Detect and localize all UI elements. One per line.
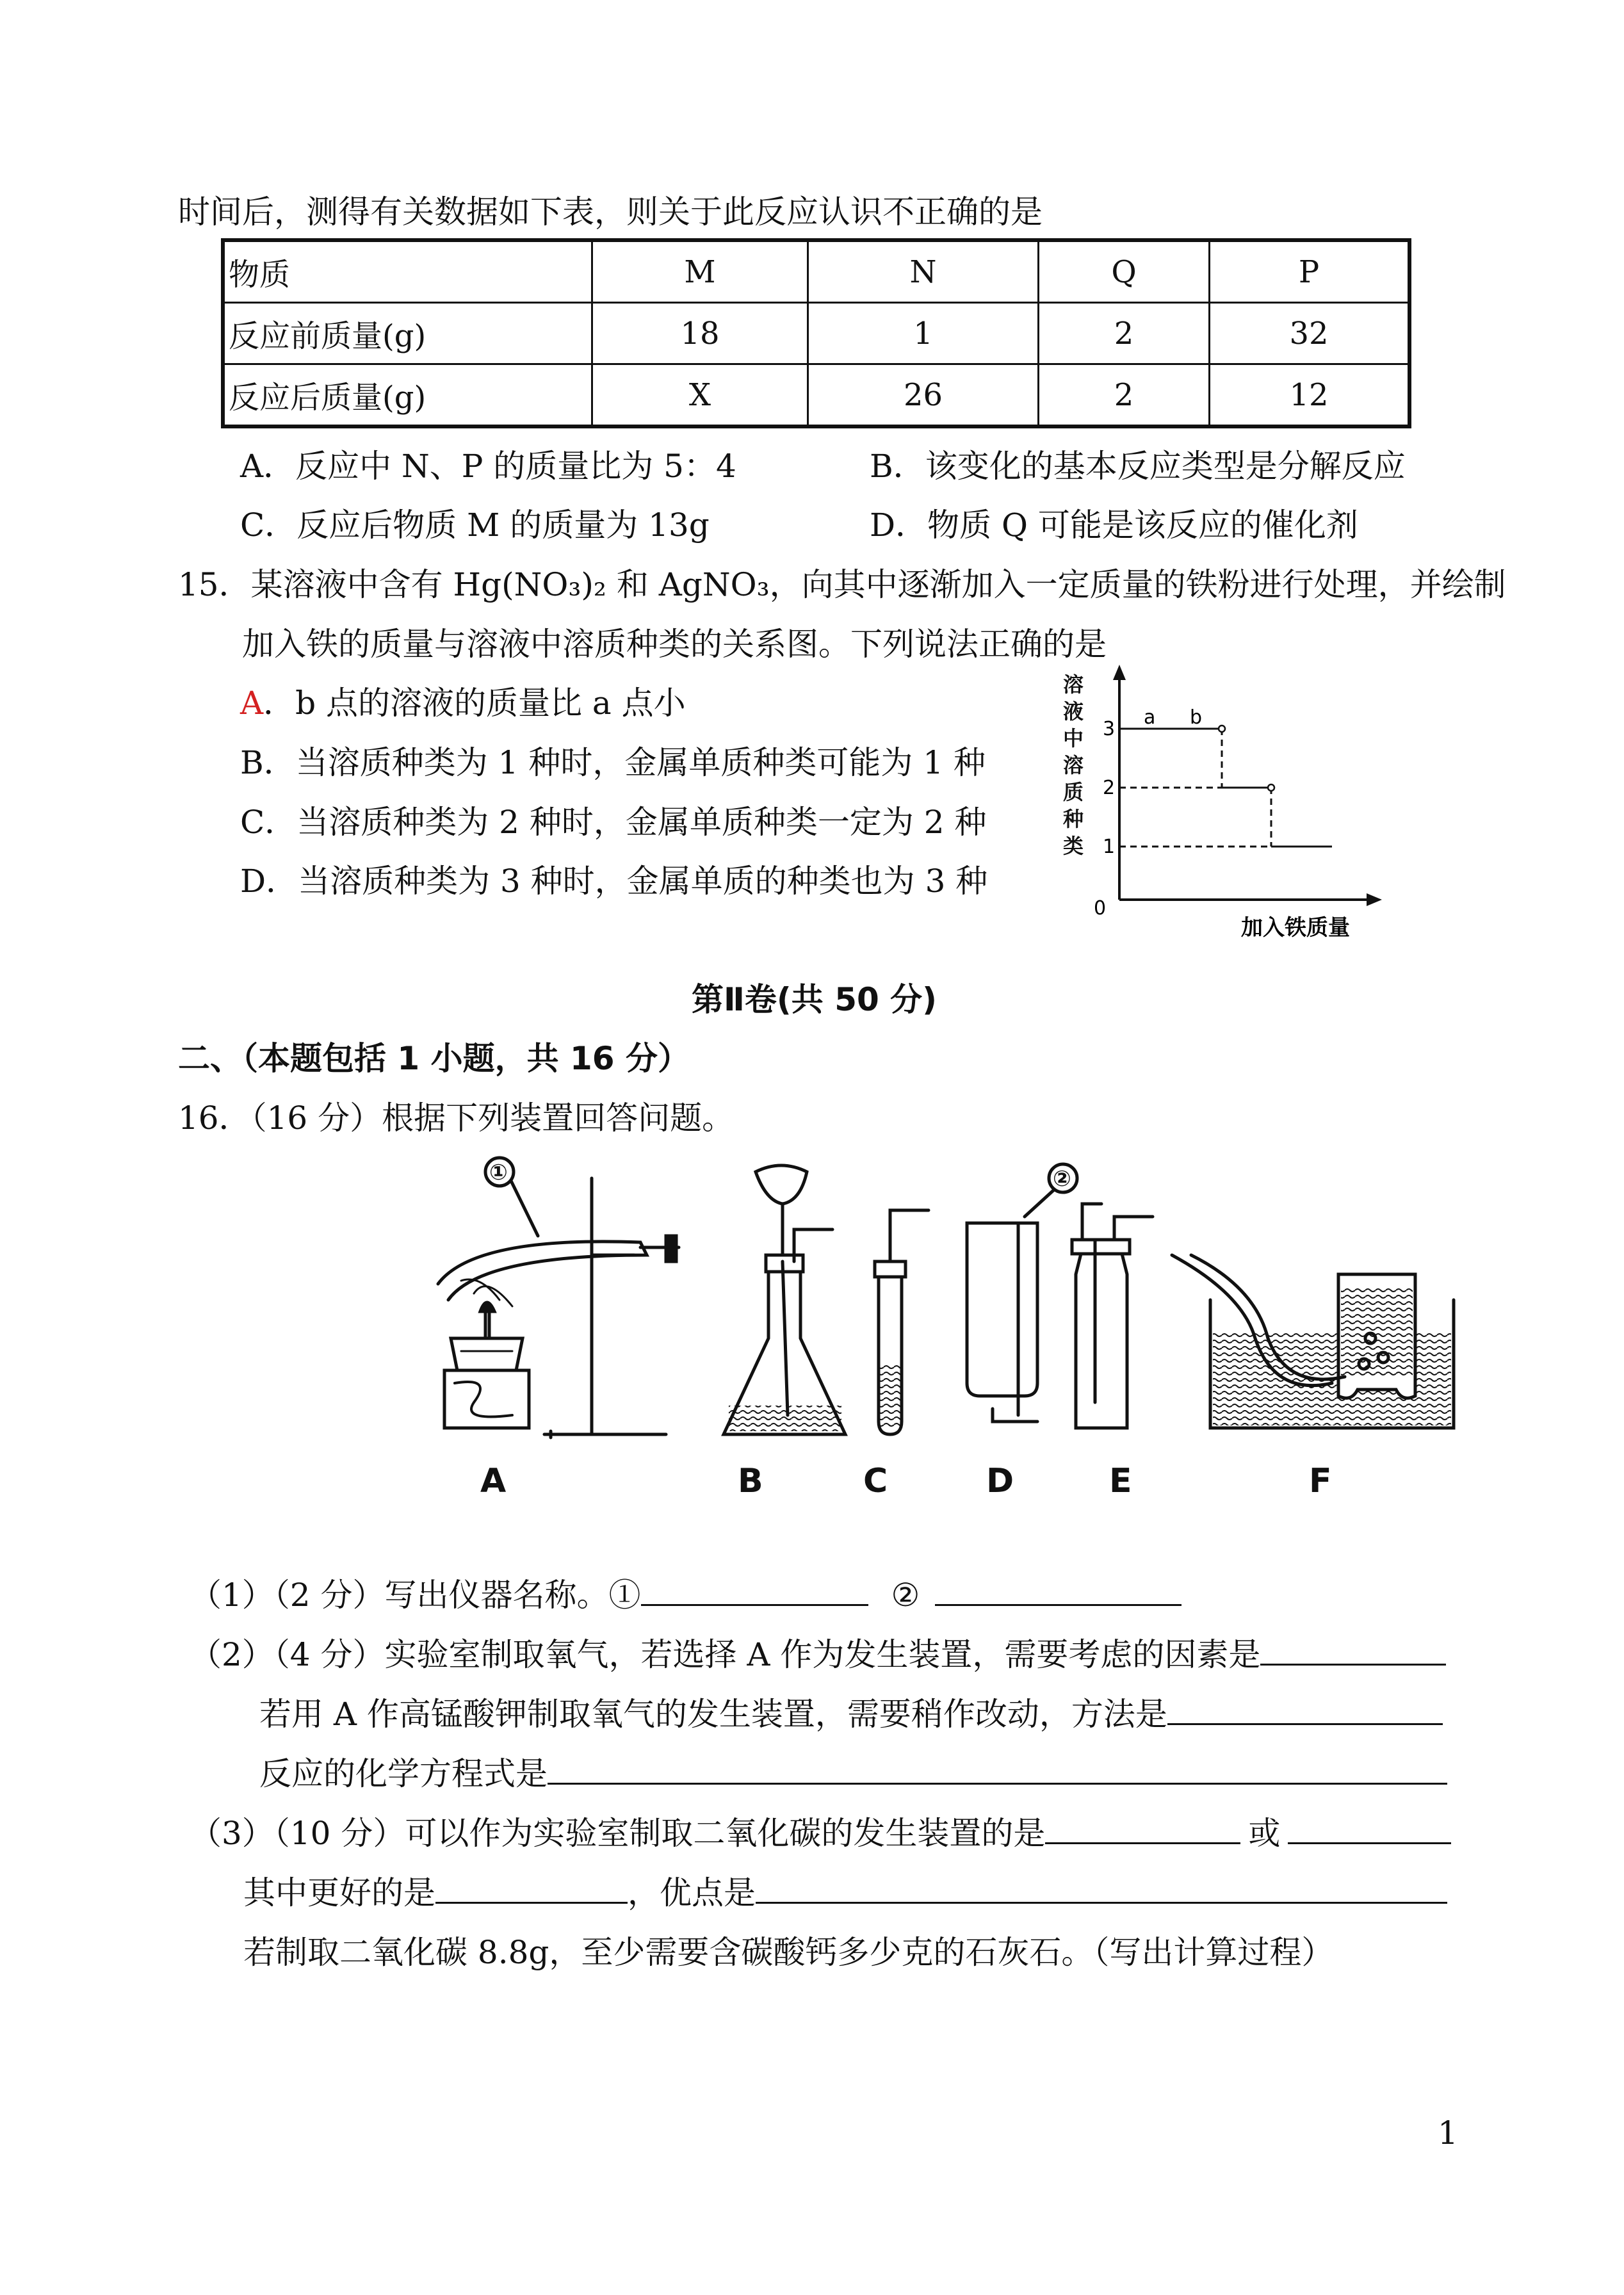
q16-part3-text2b: ，优点是 — [628, 1874, 756, 1911]
origin-label: 0 — [1094, 897, 1107, 920]
answer-blank-9[interactable] — [756, 1874, 1447, 1904]
q16-part2-line2 — [259, 1694, 1443, 1734]
y-axis-arrow — [1113, 665, 1126, 680]
table-row — [223, 303, 1409, 364]
q15-option-d: D．当溶质种类为 3 种时，金属单质的种类也为 3 种 — [240, 863, 988, 900]
apparatus-label: C — [863, 1462, 888, 1500]
marker-2: ② — [1053, 1166, 1071, 1192]
q15-option-a-letter: A — [240, 685, 264, 722]
apparatus-label: A — [480, 1462, 507, 1500]
mass-data-table — [221, 238, 1411, 428]
q14-option-d: D．物质 Q 可能是该反应的催化剂 — [870, 507, 1358, 544]
answer-blank-7[interactable] — [1288, 1814, 1451, 1844]
q16-part3-line2 — [243, 1873, 1447, 1913]
q16-part3-text2a: 其中更好的是 — [243, 1874, 435, 1911]
table-cell: 32 — [1210, 303, 1410, 364]
lab-apparatus-figure — [423, 1146, 1479, 1505]
table-cell: N — [808, 240, 1039, 303]
part-header: 二、（本题包括 1 小题，共 16 分） — [178, 1040, 690, 1077]
ylabel-char: 中 — [1063, 726, 1084, 750]
ylabel-char: 溶 — [1063, 753, 1084, 777]
q16-part2-line1 — [190, 1635, 1446, 1675]
guide-lines — [1119, 788, 1271, 847]
q16-part2-text3: 反应的化学方程式是 — [259, 1755, 548, 1792]
answer-blank-5[interactable] — [548, 1755, 1447, 1785]
table-cell: P — [1210, 240, 1410, 303]
section-title: 第Ⅱ卷(共 50 分) — [692, 981, 938, 1018]
apparatus-d — [967, 1164, 1077, 1422]
apparatus-label: D — [986, 1462, 1014, 1500]
table-cell: 2 — [1039, 364, 1210, 427]
q16-part2-line3 — [259, 1754, 1447, 1794]
q15-option-a-text: ．b 点的溶液的质量比 a 点小 — [263, 685, 686, 722]
step-line — [1119, 729, 1332, 847]
apparatus-label: E — [1109, 1462, 1132, 1500]
apparatus-c — [875, 1210, 929, 1434]
ylabel-char: 液 — [1063, 699, 1084, 724]
q16-part1-mid: ② — [891, 1577, 920, 1614]
tick-label: 3 — [1103, 718, 1116, 740]
apparatus-f — [1172, 1255, 1454, 1428]
apparatus-b — [724, 1165, 845, 1434]
answer-blank-2[interactable] — [935, 1576, 1181, 1606]
q16-part1 — [190, 1575, 1181, 1615]
answer-blank-1[interactable] — [641, 1576, 868, 1606]
ylabel-char: 溶 — [1063, 672, 1084, 697]
q14-option-b: B．该变化的基本反应类型是分解反应 — [870, 448, 1406, 485]
table-cell: X — [592, 364, 808, 427]
table-row — [223, 364, 1409, 427]
q14-option-c: C．反应后物质 M 的质量为 13g — [240, 507, 710, 544]
apparatus-labels — [480, 1462, 1332, 1500]
q15-stem-line2: 加入铁的质量与溶液中溶质种类的关系图。下列说法正确的是 — [242, 626, 1107, 663]
point-label-a: a — [1144, 706, 1156, 729]
x-axis-arrow — [1367, 893, 1382, 906]
apparatus-label: B — [738, 1462, 763, 1500]
table-cell: 物质 — [223, 240, 592, 303]
q16-part3-line1 — [190, 1813, 1451, 1853]
table-cell: Q — [1039, 240, 1210, 303]
ylabel-char: 类 — [1063, 834, 1084, 858]
table-cell: 2 — [1039, 303, 1210, 364]
q16-part2-text2: 若用 A 作高锰酸钾制取氧气的发生装置，需要稍作改动，方法是 — [259, 1696, 1167, 1733]
table-cell: 反应后质量(g) — [223, 364, 592, 427]
table-cell: M — [592, 240, 808, 303]
q15-stem-line1: 15．某溶液中含有 Hg(NO₃)₂ 和 AgNO₃，向其中逐渐加入一定质量的铁粉进行处理，并绘制 — [178, 566, 1506, 603]
q16-stem: 16．（16 分）根据下列装置回答问题。 — [178, 1099, 735, 1137]
table-cell: 18 — [592, 303, 808, 364]
q16-part3-line3: 若制取二氧化碳 8.8g，至少需要含碳酸钙多少克的石灰石。（写出计算过程） — [243, 1934, 1334, 1971]
answer-blank-8[interactable] — [435, 1874, 628, 1904]
q16-part3-text1: （3）（10 分）可以作为实验室制取二氧化碳的发生装置的是 — [190, 1815, 1046, 1852]
table-cell: 反应前质量(g) — [223, 303, 592, 364]
table-header-row — [223, 240, 1409, 303]
ylabel-char: 种 — [1063, 807, 1084, 831]
endpoint-marker — [1268, 784, 1274, 791]
ylabel-char: 质 — [1063, 780, 1084, 804]
apparatus-e — [1072, 1204, 1153, 1428]
answer-blank-3[interactable] — [1260, 1635, 1446, 1666]
endpoint-marker — [1219, 726, 1225, 732]
tick-label: 1 — [1103, 836, 1116, 858]
q15-option-a — [240, 683, 686, 723]
page-number: 1 — [1438, 2114, 1458, 2152]
marker-1: ① — [489, 1160, 508, 1185]
table-cell: 1 — [808, 303, 1039, 364]
tick-label: 2 — [1103, 777, 1116, 799]
table-cell: 12 — [1210, 364, 1410, 427]
apparatus-a — [438, 1158, 679, 1438]
x-axis-label: 加入铁质量 — [1241, 915, 1350, 941]
table-cell: 26 — [808, 364, 1039, 427]
answer-blank-6[interactable] — [1045, 1814, 1240, 1844]
q15-option-b: B．当溶质种类为 1 种时，金属单质种类可能为 1 种 — [240, 744, 986, 781]
q14-option-a: A．反应中 N、P 的质量比为 5：4 — [240, 448, 736, 485]
graph-ylabel — [1063, 672, 1084, 858]
q16-part1-text: （1）（2 分）写出仪器名称。① — [190, 1577, 641, 1614]
q15-option-c: C．当溶质种类为 2 种时，金属单质种类一定为 2 种 — [240, 804, 987, 841]
q16-part2-text1: （2）（4 分）实验室制取氧气，若选择 A 作为发生装置，需要考虑的因素是 — [190, 1636, 1261, 1673]
apparatus-label: F — [1309, 1462, 1332, 1500]
solute-types-graph — [1050, 660, 1383, 954]
intro-text: 时间后，测得有关数据如下表，则关于此反应认识不正确的是 — [178, 193, 1043, 231]
q16-part3-or: 或 — [1248, 1815, 1281, 1852]
answer-blank-4[interactable] — [1167, 1695, 1443, 1725]
point-label-b: b — [1190, 706, 1203, 729]
